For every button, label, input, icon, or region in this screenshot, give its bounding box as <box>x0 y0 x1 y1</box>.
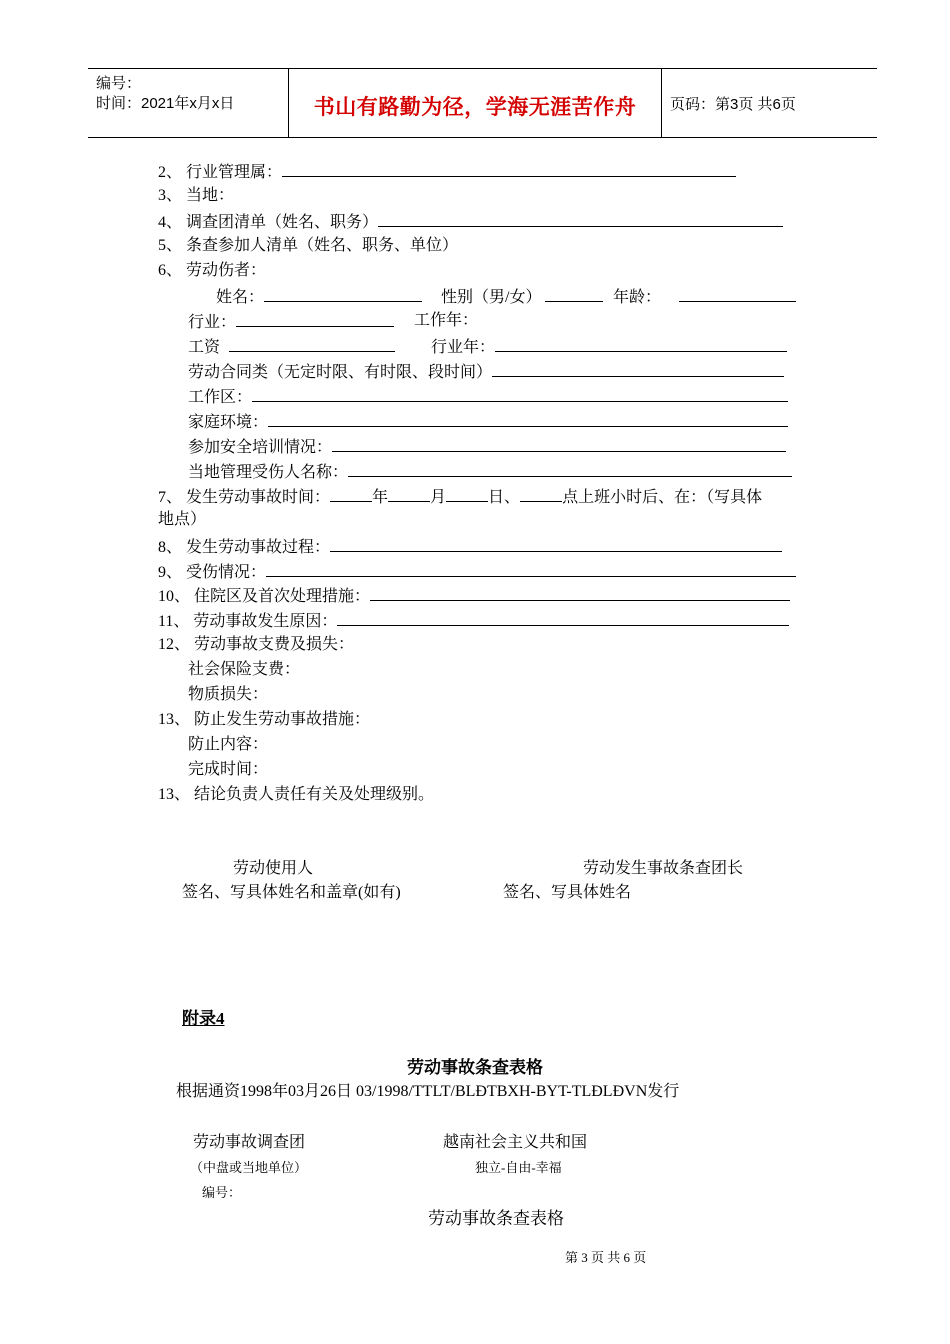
contract-blank[interactable] <box>492 361 784 377</box>
age-blank[interactable] <box>679 286 796 302</box>
local-mgmt-blank[interactable] <box>348 461 792 477</box>
family-row <box>188 411 788 433</box>
finish-time-row <box>188 760 268 780</box>
header-meta-cell <box>88 69 289 137</box>
name-blank[interactable] <box>264 286 422 302</box>
signature-right-note: 签名、写具体姓名 <box>503 884 632 901</box>
item-13b <box>158 785 434 805</box>
social-insurance-row <box>188 660 300 680</box>
appendix-country: 越南社会主义共和国 <box>443 1134 588 1151</box>
name-label: 姓名： <box>216 289 265 306</box>
item-6-label: 6、 劳动伤者： <box>158 262 267 279</box>
header-number-label: 编号： <box>96 75 142 92</box>
page-header <box>88 68 877 138</box>
prevent-content-row <box>188 735 268 755</box>
year-blank[interactable] <box>330 486 372 502</box>
item-4-label: 4、 调查团清单（姓名、职务） <box>158 214 379 231</box>
item-11-label: 11、 劳动事故发生原因： <box>158 613 338 630</box>
work-area-blank[interactable] <box>252 386 788 402</box>
wage-row <box>188 336 395 358</box>
training-row <box>188 436 786 458</box>
item-11 <box>158 610 789 632</box>
item-9 <box>158 561 796 583</box>
item-8-label: 8、 发生劳动事故过程： <box>158 539 331 556</box>
item-7 <box>158 486 762 508</box>
local-mgmt-row <box>188 461 792 483</box>
family-blank[interactable] <box>268 411 788 427</box>
age-label: 年龄： <box>613 289 662 306</box>
material-loss-row <box>188 685 268 705</box>
item-7-label: 7、 发生劳动事故时间： <box>158 489 331 506</box>
header-page-cell <box>662 69 877 137</box>
appendix-basis: 根据通资1998年03月26日 03/1998/TTLT/BLĐTBXH-BYT-TLĐLĐVN发行 <box>176 1083 680 1100</box>
industry-row <box>188 311 394 333</box>
footer-page-number: 第 3 页 共 6 页 <box>565 1250 647 1265</box>
appendix-motto: 独立-自由-幸福 <box>475 1160 562 1175</box>
work-area-label: 工作区： <box>188 389 253 406</box>
item-9-blank[interactable] <box>266 561 796 577</box>
injured-gender-row <box>441 286 603 308</box>
gender-blank[interactable] <box>545 286 603 302</box>
appendix-org: 劳动事故调查团 <box>193 1134 306 1151</box>
item-3-label: 3、 当地： <box>158 187 235 204</box>
day-label: 日、 <box>488 489 521 506</box>
header-time-label: 时间：2021年x月x日 <box>96 95 235 112</box>
signature-left-note: 签名、写具体姓名和盖章(如有) <box>182 884 401 901</box>
industry-blank[interactable] <box>236 311 394 327</box>
item-6 <box>158 261 266 281</box>
contract-label: 劳动合同类（无定时限、有时限、段时间） <box>188 364 493 381</box>
industry-label: 行业： <box>188 314 237 331</box>
prevent-content-label: 防止内容： <box>188 736 269 753</box>
work-years-label: 工作年： <box>414 312 479 329</box>
header-motto: 书山有路勤为径，学海无涯苦作舟 <box>313 95 637 119</box>
industry-years-row <box>431 336 787 358</box>
contract-row <box>188 361 784 383</box>
appendix-form-title: 劳动事故条查表格 <box>407 1058 543 1077</box>
item-7-continued <box>158 510 206 530</box>
industry-years-label: 行业年： <box>431 339 496 356</box>
hour-blank[interactable] <box>520 486 562 502</box>
item-12 <box>158 635 354 655</box>
item-13b-label: 13、 结论负责人责任有关及处理级别。 <box>158 786 435 803</box>
item-7-suffix: 点上班小时后、在：（写具体 <box>562 489 763 506</box>
item-2 <box>158 161 736 183</box>
item-5 <box>158 236 458 256</box>
injured-age-row <box>613 286 796 308</box>
appendix-org-note: （中盘或当地单位） <box>190 1160 308 1175</box>
item-2-label: 2、 行业管理属： <box>158 164 283 181</box>
month-label: 月 <box>430 489 447 506</box>
work-years-row <box>414 311 478 331</box>
item-10-label: 10、 住院区及首次处理措施： <box>158 588 371 605</box>
item-3 <box>158 186 234 206</box>
finish-time-label: 完成时间： <box>188 761 269 778</box>
signature-left-title: 劳动使用人 <box>233 860 314 877</box>
item-2-blank[interactable] <box>282 161 736 177</box>
item-12-label: 12、 劳动事故支费及损失： <box>158 636 355 653</box>
item-4 <box>158 211 783 233</box>
month-blank[interactable] <box>388 486 430 502</box>
appendix-number: 编号： <box>202 1185 242 1200</box>
item-9-label: 9、 受伤情况： <box>158 564 267 581</box>
item-11-blank[interactable] <box>337 610 789 626</box>
item-10-blank[interactable] <box>370 585 790 601</box>
local-mgmt-label: 当地管理受伤人名称： <box>188 464 349 481</box>
industry-years-blank[interactable] <box>495 336 787 352</box>
header-page-label: 页码：第3页 共6页 <box>670 96 796 113</box>
injured-name-row <box>216 286 422 308</box>
training-label: 参加安全培训情况： <box>188 439 333 456</box>
wage-blank[interactable] <box>229 336 395 352</box>
header-motto-cell <box>289 69 662 137</box>
item-5-label: 5、 条查参加人清单（姓名、职务、单位） <box>158 237 459 254</box>
family-label: 家庭环境： <box>188 414 269 431</box>
social-insurance-label: 社会保险支费： <box>188 661 301 678</box>
day-blank[interactable] <box>446 486 488 502</box>
item-8-blank[interactable] <box>330 536 782 552</box>
signature-right-title: 劳动发生事故条查团长 <box>583 860 744 877</box>
item-4-blank[interactable] <box>378 211 783 227</box>
item-13a <box>158 710 370 730</box>
material-loss-label: 物质损失： <box>188 686 269 703</box>
work-area-row <box>188 386 788 408</box>
appendix-heading: 附录4 <box>182 1009 225 1028</box>
item-10 <box>158 585 790 607</box>
appendix-form-title-2: 劳动事故条查表格 <box>428 1209 564 1228</box>
wage-label: 工资 <box>188 339 221 356</box>
item-7-cont: 地点） <box>158 511 207 528</box>
year-label: 年 <box>372 489 389 506</box>
item-13a-label: 13、 防止发生劳动事故措施： <box>158 711 371 728</box>
training-blank[interactable] <box>332 436 786 452</box>
item-8 <box>158 536 782 558</box>
gender-label: 性别（男/女） <box>441 289 542 306</box>
